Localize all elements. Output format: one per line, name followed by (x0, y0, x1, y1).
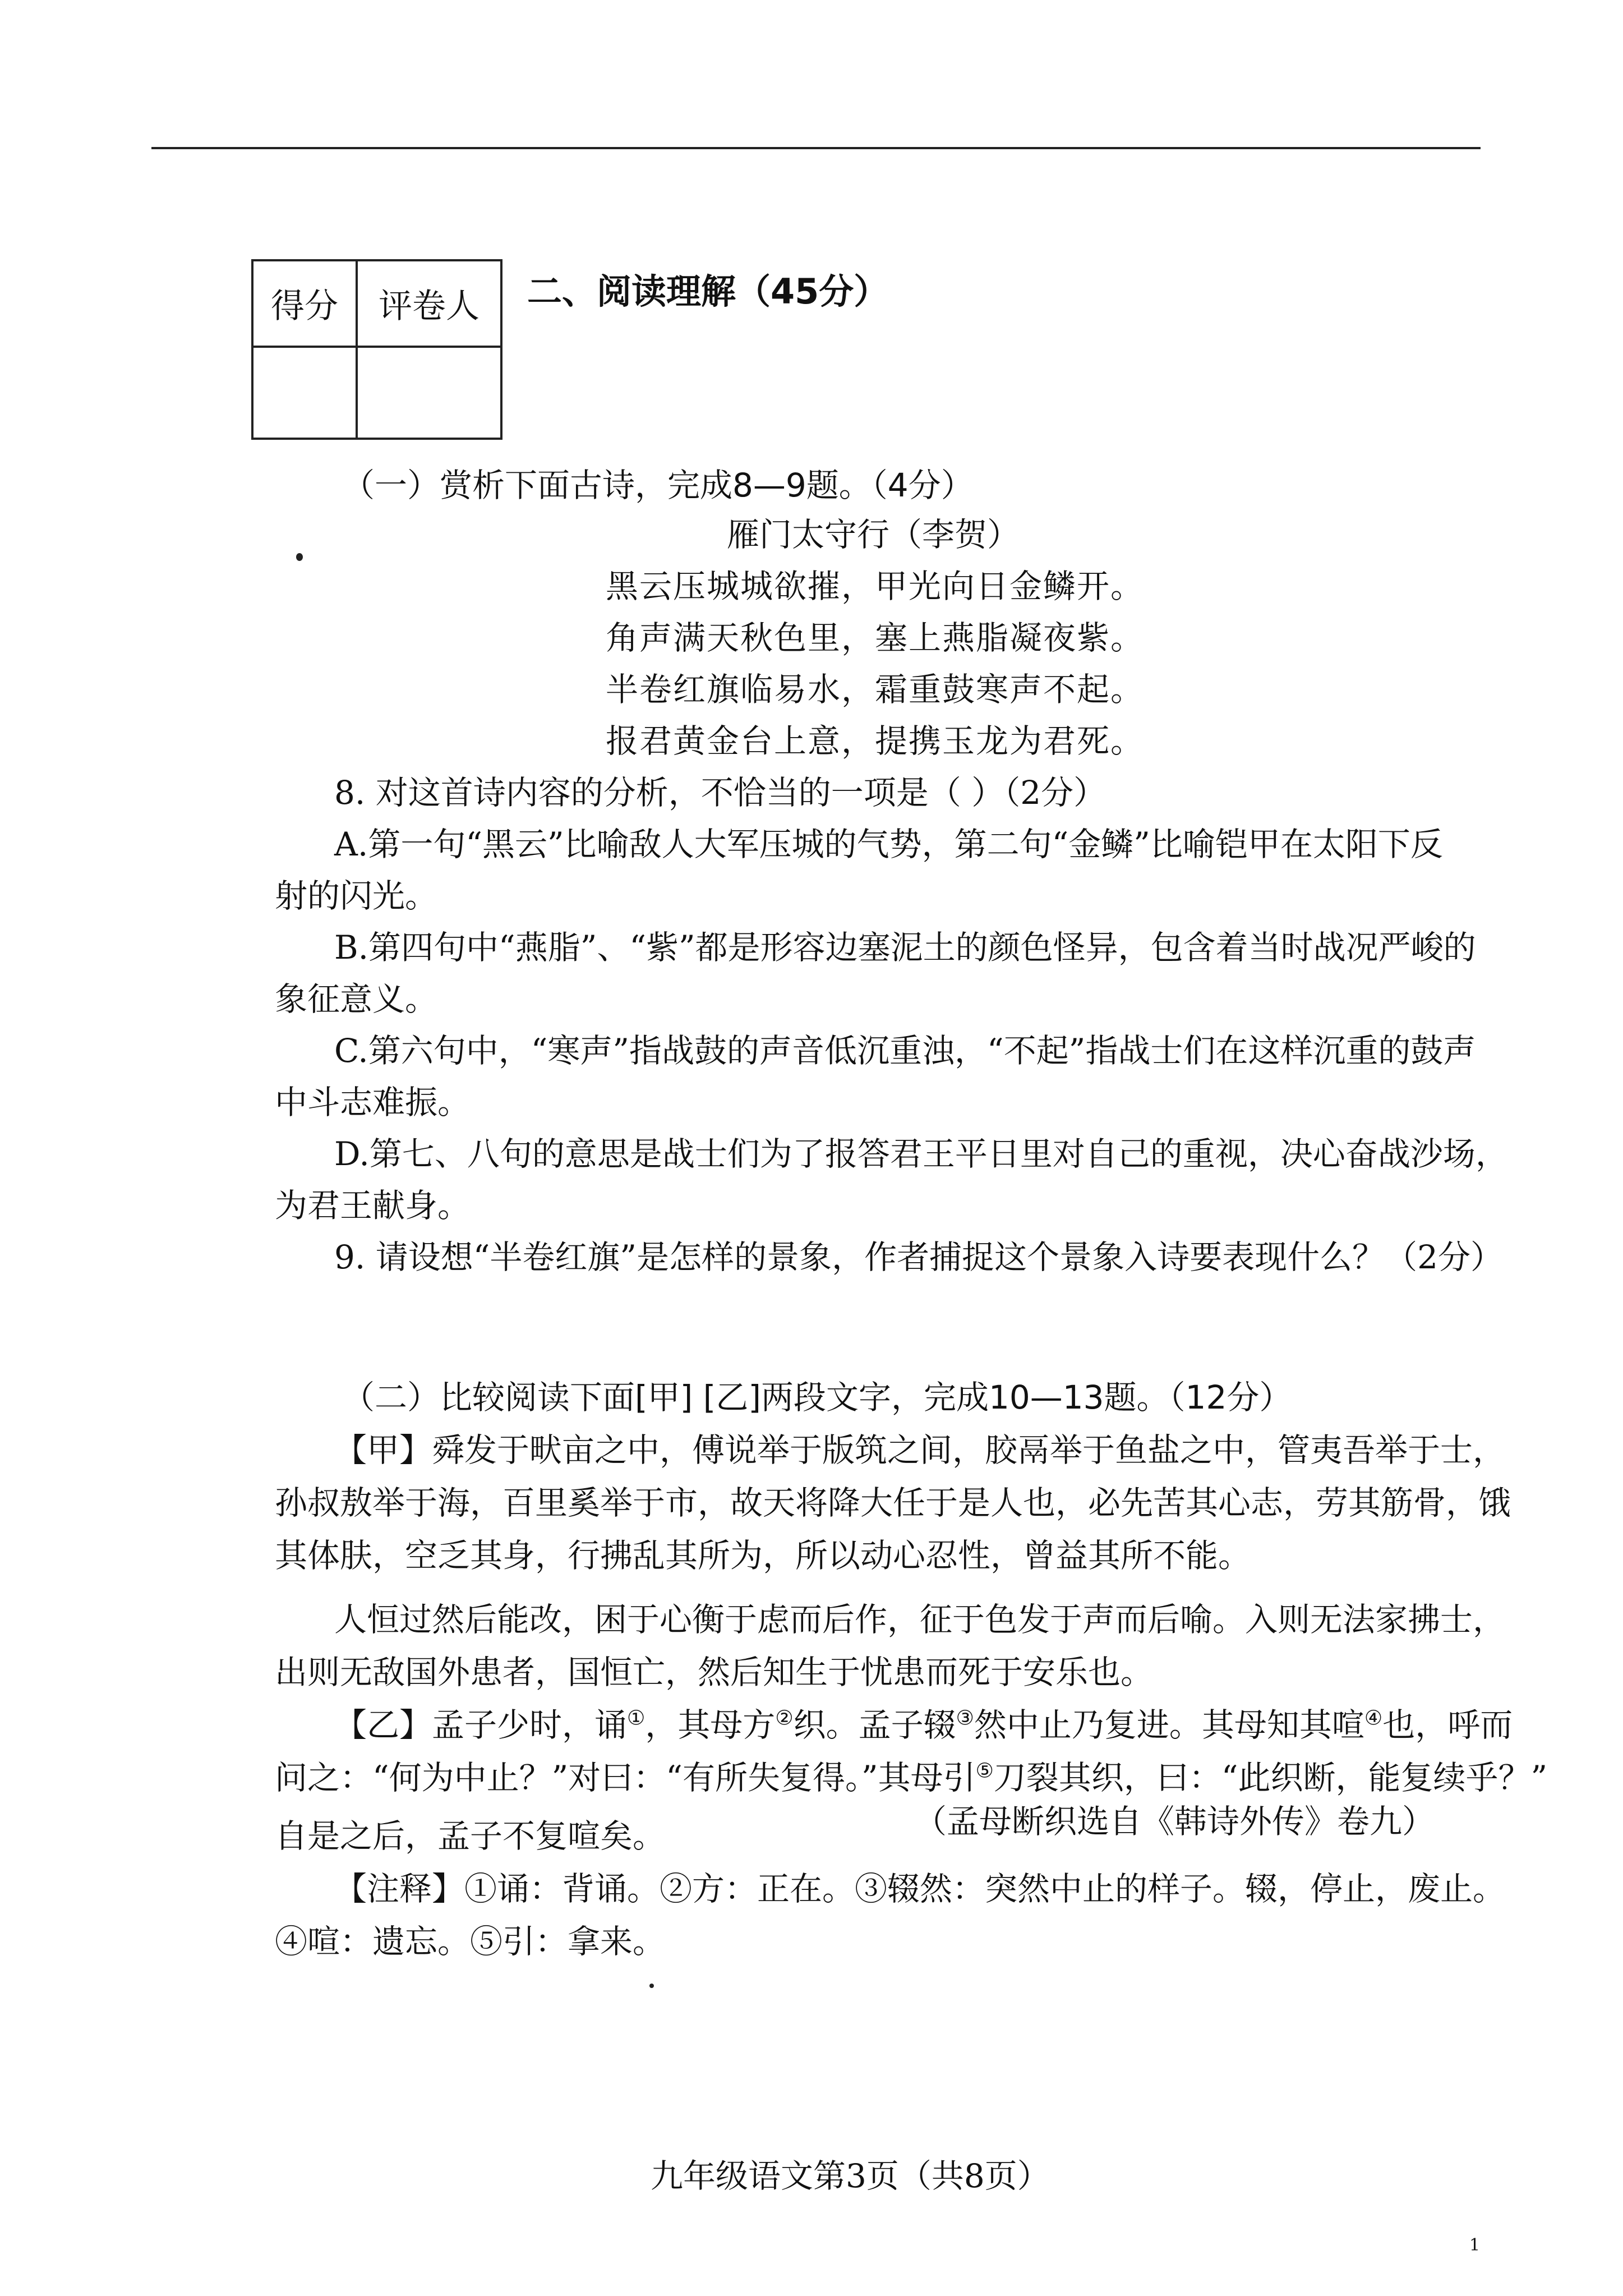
q8-option-c-line1: C.第六句中，“寒声”指战鼓的声音低沉重浊，“不起”指战士们在这样沉重的鼓声 (334, 1032, 1476, 1070)
grader-header: 评卷人 (357, 260, 501, 347)
scan-speck (649, 1984, 654, 1988)
poem-line-2: 角声满天秋色里，塞上燕脂凝夜紫。 (606, 619, 1145, 657)
grader-cell[interactable] (357, 347, 501, 439)
yi-text: 也，呼而 (1382, 1706, 1513, 1744)
yi-text: 刀裂其织，曰：“此织断，能复续乎？” (993, 1759, 1548, 1797)
score-cell[interactable] (252, 347, 357, 439)
section-title: 二、阅读理解（45分） (527, 271, 889, 312)
jia-line-2: 孙叔敖举于海，百里奚举于市，故天将降大任于是人也，必先苦其心志，劳其筋骨，饿 (275, 1484, 1511, 1522)
poem-title: 雁门太守行（李贺） (727, 516, 1020, 554)
yi-text: ，其母方 (645, 1706, 776, 1744)
yi-line-2 (275, 1759, 1548, 1797)
jia-line-5: 出则无敌国外患者，国恒亡，然后知生于忧患而死于安乐也。 (275, 1653, 1154, 1691)
note-ref: ② (775, 1706, 794, 1730)
yi-text: 然中止乃复进。其母知其喧 (974, 1706, 1364, 1744)
page-footer: 九年级语文第3页（共8页） (651, 2157, 1050, 2195)
score-table (251, 259, 502, 440)
notes-line-1: 【注释】①诵：背诵。②方：正在。③辍然：突然中止的样子。辍，停止，废止。 (334, 1870, 1506, 1908)
jia-line-1: 【甲】舜发于畎亩之中，傅说举于版筑之间，胶鬲举于鱼盐之中，管夷吾举于士， (334, 1431, 1506, 1469)
note-ref: ⑤ (975, 1759, 994, 1783)
part2-instruction: （二）比较阅读下面[甲] [乙]两段文字，完成10—13题。（12分） (342, 1378, 1292, 1416)
yi-text: 问之：“何为中止？”对曰：“有所失复得。”其母引 (275, 1759, 976, 1797)
part1-instruction: （一）赏析下面古诗，完成8—9题。（4分） (342, 466, 974, 504)
yi-text: 【乙】孟子少时，诵 (334, 1706, 628, 1744)
yi-text: 织。孟子辍 (793, 1706, 956, 1744)
poem-line-4: 报君黄金台上意，提携玉龙为君死。 (606, 722, 1145, 760)
top-rule (151, 147, 1481, 149)
q8-option-b-line2: 象征意义。 (275, 980, 438, 1018)
note-ref: ③ (956, 1706, 974, 1730)
poem-line-3: 半卷红旗临易水，霜重鼓寒声不起。 (606, 670, 1145, 708)
yi-line-3: 自是之后，孟子不复喧矣。 (275, 1817, 666, 1855)
jia-line-4: 人恒过然后能改，困于心衡于虑而后作，征于色发于声而后喻。入则无法家拂士， (334, 1600, 1506, 1639)
q8-stem: 8. 对这首诗内容的分析，不恰当的一项是（ ）（2分） (334, 774, 1106, 812)
yi-source: （孟母断织选自《韩诗外传》卷九） (914, 1802, 1435, 1841)
note-ref: ④ (1364, 1706, 1383, 1730)
jia-line-3: 其体肤，空乏其身，行拂乱其所为，所以动心忍性，曾益其所不能。 (275, 1536, 1251, 1575)
q8-option-c-line2: 中斗志难振。 (275, 1083, 471, 1121)
score-header: 得分 (252, 260, 357, 347)
q8-option-a-line2: 射的闪光。 (275, 877, 438, 915)
q8-option-b-line1: B.第四句中“燕脂”、“紫”都是形容边塞泥土的颜色怪异，包含着当时战况严峻的 (334, 928, 1476, 967)
q8-option-d-line1: D.第七、八句的意思是战士们为了报答君王平日里对自己的重视，决心奋战沙场， (334, 1135, 1508, 1173)
yi-line-1 (334, 1706, 1513, 1744)
notes-line-2: ④喧：遗忘。⑤引：拿来。 (275, 1922, 666, 1961)
q8-option-d-line2: 为君王献身。 (275, 1186, 471, 1225)
q9-stem: 9. 请设想“半卷红旗”是怎样的景象，作者捕捉这个景象入诗要表现什么？（2分） (334, 1238, 1503, 1276)
note-ref: ① (627, 1706, 645, 1730)
corner-page-number: 1 (1469, 2235, 1481, 2255)
q8-option-a-line1: A.第一句“黑云”比喻敌人大军压城的气势，第二句“金鳞”比喻铠甲在太阳下反 (334, 825, 1443, 863)
poem-line-1: 黑云压城城欲摧，甲光向日金鳞开。 (606, 567, 1145, 605)
scan-speck (296, 553, 303, 561)
